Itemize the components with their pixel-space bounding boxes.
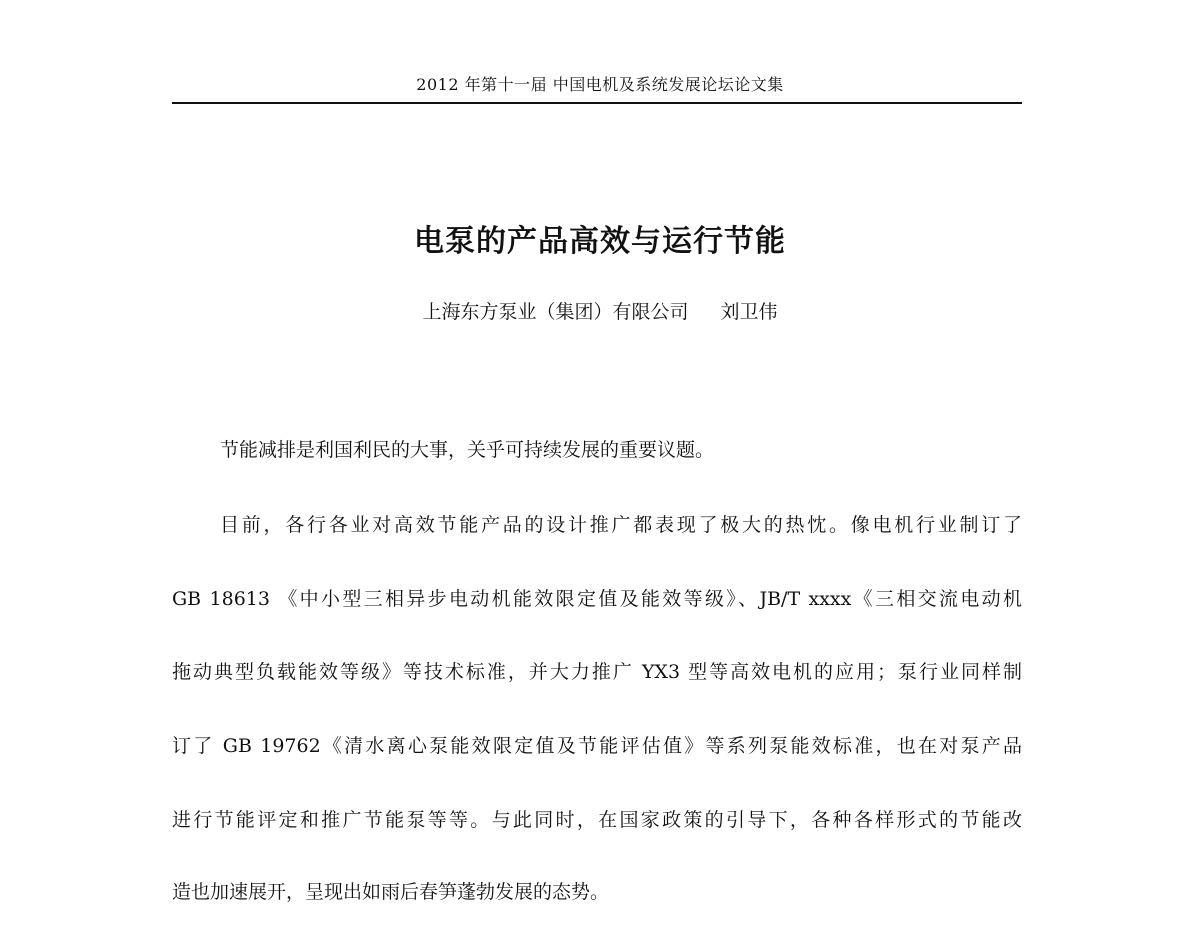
author: 刘卫伟 [720, 301, 778, 323]
paragraph-2-line-1: 目前，各行各业对高效节能产品的设计推广都表现了极大的热忱。像电机行业制订了 [220, 514, 1022, 536]
byline [0, 298, 1200, 326]
paragraph-2-line-3: 拖动典型负载能效等级》等技术标准，并大力推广 YX3 型等高效电机的应用；泵行业同样制 [172, 661, 1022, 683]
running-header: 2012 年第十一届 中国电机及系统发展论坛论文集 [416, 75, 784, 94]
affiliation: 上海东方泵业（集团）有限公司 [422, 301, 689, 323]
paragraph-2-line-6: 造也加速展开，呈现出如雨后春笋蓬勃发展的态势。 [172, 881, 610, 903]
paragraph-2-line-4: 订了 GB 19762《清水离心泵能效限定值及节能评估值》等系列泵能效标准，也在对泵产品 [172, 735, 1022, 757]
paragraph-2-line-5: 进行节能评定和推广节能泵等等。与此同时，在国家政策的引导下，各种各样形式的节能改 [172, 809, 1022, 831]
paragraph-2-line-2: GB 18613 《中小型三相异步电动机能效限定值及能效等级》、JB/T xxxx《三相交流电动机 [172, 588, 1022, 610]
header-rule [172, 102, 1022, 104]
paragraph-1: 节能减排是利国利民的大事，关乎可持续发展的重要议题。 [220, 439, 715, 461]
article-title: 电泵的产品高效与运行节能 [414, 224, 786, 259]
